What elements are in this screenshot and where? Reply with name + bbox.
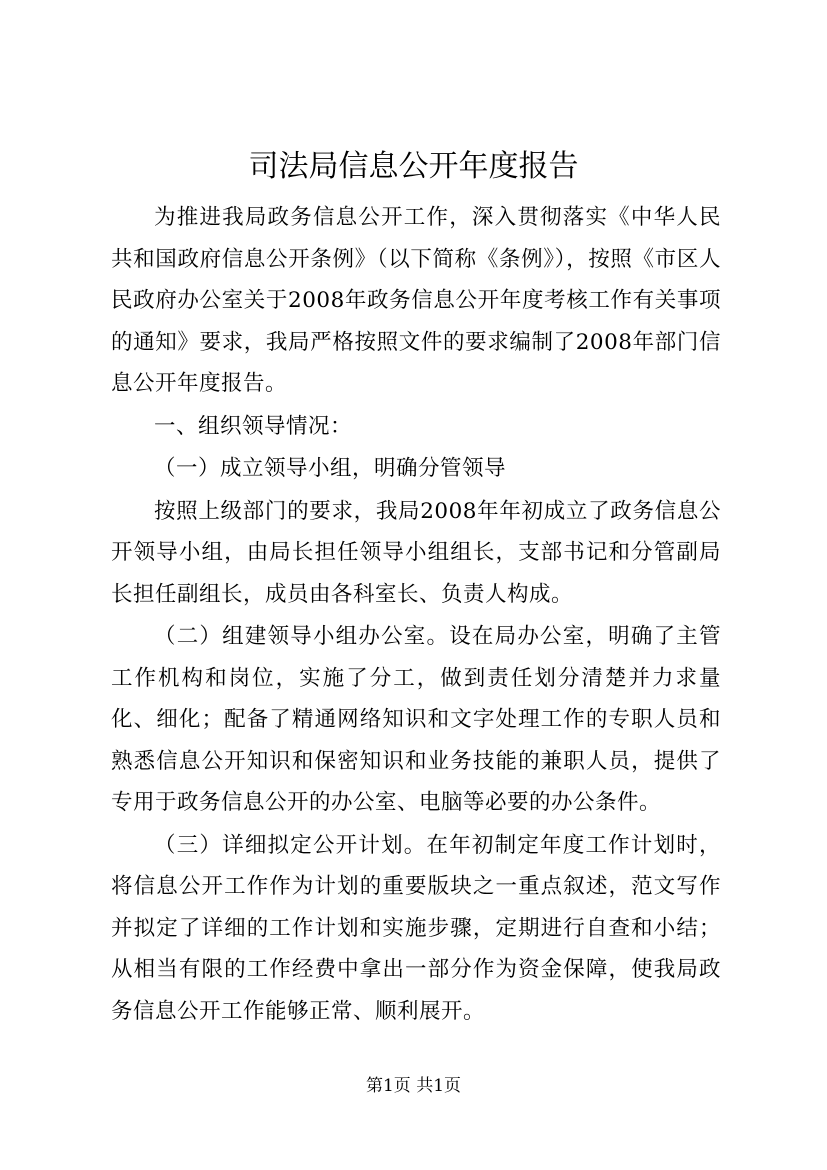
document-title: 司法局信息公开年度报告 [248,149,579,184]
paragraph-leadership-group: 按照上级部门的要求，我局2008年年初成立了政务信息公开领导小组，由局长担任领导小组组长，支部书记和分管副局长担任副组长，成员由各科室长、负责人构成。 [111,498,721,607]
page-number-footer: 第1页 共1页 [365,1076,462,1096]
subsection-heading-leadership-group: （一）成立领导小组，明确分管领导 [154,456,507,481]
paragraph-office-setup: （二）组建领导小组办公室。设在局办公室，明确了主管工作机构和岗位，实施了分工，做到责任划分清楚并力求量化、细化；配备了精通网络知识和文字处理工作的专职人员和熟悉信息公开知识和保密知识和业务技能的兼职人员，提供了专用于政务信息公开的办公室、电脑等必要的办公条件。 [111,624,721,815]
paragraph-intro: 为推进我局政务信息公开工作，深入贯彻落实《中华人民共和国政府信息公开条例》（以下简称《条例》），按照《市区人民政府办公室关于2008年政务信息公开年度考核工作有关事项的通知》要求，我局严格按照文件的要求编制了2008年部门信息公开年度报告。 [111,205,721,396]
section-heading-organization: 一、组织领导情况： [154,413,353,439]
paragraph-disclosure-plan: （三）详细拟定公开计划。在年初制定年度工作计划时，将信息公开工作作为计划的重要版块之一重点叙述，范文写作并拟定了详细的工作计划和实施步骤，定期进行自查和小结；从相当有限的工作经费中拿出一部分作为资金保障，使我局政务信息公开工作能够正常、顺利展开。 [111,832,721,1024]
document-body [111,197,721,1032]
